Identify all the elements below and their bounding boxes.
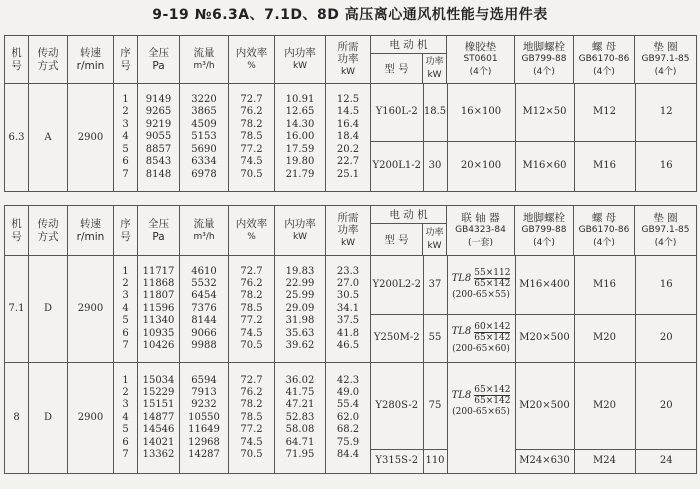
- header-model-no: 机 号: [5, 206, 29, 256]
- flow-list: 3220 3865 4509 5153 5690 6334 6978: [180, 84, 229, 192]
- motor-model-cell: Y200L1-2: [371, 141, 423, 191]
- header-efficiency: 内效率 %: [229, 36, 275, 84]
- header-drive: 传动 方式: [29, 36, 68, 84]
- header-required-power: 所需 功率 kW: [326, 36, 371, 84]
- table-fan-7-1-and-8: [4, 205, 697, 474]
- seq-list: 1 2 3 4 5 6 7: [114, 84, 138, 192]
- header-motor-power: 功率 kW: [423, 224, 447, 256]
- header-seq: 序 号: [114, 206, 138, 256]
- header-speed: 转速 r/min: [68, 36, 114, 84]
- drive-type: D: [29, 363, 68, 474]
- required-power-list: 42.3 49.0 55.4 62.0 68.2 75.9 84.4: [326, 363, 371, 474]
- header-flow: 流量 m³/h: [180, 206, 229, 256]
- motor-power-cell: 37: [423, 256, 447, 314]
- anchor-bolt-cell: M16×400: [515, 256, 574, 314]
- header-washer: 垫 圈 GB97.1-85 (4个): [635, 36, 697, 84]
- washer-cell: 16: [635, 256, 697, 314]
- motor-model-cell: Y315S-2: [371, 449, 423, 473]
- header-rubber-pad: 橡胶垫 ST0601 (4个): [447, 36, 515, 84]
- motor-power-cell: 30: [423, 141, 447, 191]
- fan-no: 8: [5, 363, 29, 474]
- drive-type: D: [29, 256, 68, 363]
- header-efficiency: 内效率 %: [229, 206, 275, 256]
- motor-power-cell: 110: [423, 449, 447, 473]
- motor-model-cell: Y200L2-2: [371, 256, 423, 314]
- speed-value: 2900: [68, 84, 114, 192]
- anchor-bolt-cell: M20×500: [515, 363, 574, 449]
- washer-cell: 16: [659, 160, 673, 172]
- header-washer: 垫 圈 GB97.1-85 (4个): [635, 206, 697, 256]
- required-power-list: 12.5 14.5 16.4 18.4 20.2 22.7 25.1: [326, 84, 371, 192]
- fan-no: 6.3: [5, 84, 29, 192]
- header-pressure: 全压 Pa: [138, 36, 180, 84]
- motor-power-cell: 75: [423, 363, 447, 449]
- seq-list: 1 2 3 4 5 6 7: [114, 256, 138, 363]
- pressure-list: 9149 9265 9219 9055 8857 8543 8148: [138, 84, 180, 192]
- power-list: 10.91 12.65 14.30 16.00 17.59 19.80 21.79: [275, 84, 326, 192]
- flow-list: 6594 7913 9232 10550 11649 12968 14287: [180, 363, 229, 474]
- parts-block: [371, 363, 697, 474]
- motor-model-cell: Y250M-2: [371, 314, 423, 362]
- header-motor-model: 型 号: [371, 224, 423, 256]
- pressure-list: 15034 15229 15151 14877 14546 14021 13362: [138, 363, 180, 474]
- coupling-cell: TL8 $\frac{60\times 142}{65\times 142}$ (200-65×60): [447, 314, 515, 362]
- header-seq: 序 号: [114, 36, 138, 84]
- header-pressure: 全压 Pa: [138, 206, 180, 256]
- required-power-list: 23.3 27.0 30.5 34.1 37.5 41.8 46.5: [326, 256, 371, 363]
- speed-value: 2900: [68, 256, 114, 363]
- header-motor-model: 型 号: [371, 54, 423, 84]
- parts-subtable: [371, 256, 697, 362]
- power-list: 19.83 22.99 25.99 29.09 31.98 35.63 39.62: [275, 256, 326, 363]
- header-flow: 流量 m³/h: [180, 36, 229, 84]
- nut-cell: M16: [574, 256, 635, 314]
- coupling-cell: TL8 $\frac{55\times 112}{65\times 142}$ (200-65×55): [447, 256, 515, 314]
- washer-cell: 20: [659, 399, 673, 411]
- table-gap: [4, 193, 696, 205]
- nut-cell: M12: [574, 84, 635, 141]
- rubber-pad-cell: 16×100: [447, 84, 515, 141]
- header-coupling: 联 轴 器 GB4323-84 (一套): [447, 206, 515, 256]
- header-motor: 电 动 机: [371, 36, 447, 54]
- motor-power-cell: 55: [423, 314, 447, 362]
- parts-block: [371, 84, 697, 192]
- header-drive: 传动 方式: [29, 206, 68, 256]
- speed-value: 2900: [68, 363, 114, 474]
- header-anchor-bolt: 地脚螺栓 GB799-88 (4个): [515, 36, 574, 84]
- nut-cell: M16: [574, 141, 635, 191]
- parts-subtable: [371, 363, 697, 473]
- seq-list: 1 2 3 4 5 6 7: [114, 363, 138, 474]
- pressure-list: 11717 11868 11807 11596 11340 10935 10426: [138, 256, 180, 363]
- drive-type: A: [29, 84, 68, 192]
- washer-cell: 24: [635, 449, 697, 473]
- nut-cell: M20: [574, 363, 635, 449]
- washer-cell: 12: [635, 84, 697, 141]
- anchor-bolt-cell: M20×500: [515, 314, 574, 362]
- coupling-cell: TL8 $\frac{65\times 142}{65\times 142}$ (200-65×65): [447, 363, 515, 473]
- header-motor: 电 动 机: [371, 206, 447, 224]
- table-row: [5, 256, 697, 363]
- motor-model-cell: Y160L-2: [371, 84, 423, 141]
- header-power: 内功率 kW: [275, 206, 326, 256]
- parts-block: [371, 256, 697, 363]
- table-row: [5, 84, 697, 192]
- efficiency-list: 72.7 76.2 78.2 78.5 77.2 74.5 70.5: [229, 84, 275, 192]
- motor-model-cell: Y280S-2: [371, 363, 423, 449]
- fan-no: 7.1: [5, 256, 29, 363]
- header-model-no: 机 号: [5, 36, 29, 84]
- power-list: 36.02 41.75 47.21 52.83 58.08 64.71 71.95: [275, 363, 326, 474]
- rubber-pad-cell: 20×100: [447, 141, 515, 191]
- anchor-bolt-cell: M16×60: [515, 141, 574, 191]
- nut-cell: M24: [574, 449, 635, 473]
- header-anchor-bolt: 地脚螺栓 GB799-88 (4个): [515, 206, 574, 256]
- header-required-power: 所需 功率 kW: [326, 206, 371, 256]
- efficiency-list: 72.7 76.2 78.2 78.5 77.2 74.5 70.5: [229, 363, 275, 474]
- anchor-bolt-cell: M24×630: [515, 449, 574, 473]
- nut-cell: M20: [574, 314, 635, 362]
- header-speed: 转速 r/min: [68, 206, 114, 256]
- motor-power-cell: 18.5: [423, 84, 447, 141]
- header-motor-power: 功率 kW: [423, 54, 447, 84]
- table-fan-6-3: [4, 35, 697, 192]
- page-title: 9-19 №6.3A、7.1D、8D 高压离心通风机性能与选用件表: [152, 7, 548, 23]
- header-power: 内功率 kW: [275, 36, 326, 84]
- header-nut: 螺 母 GB6170-86 (4个): [574, 36, 635, 84]
- table-row: [5, 363, 697, 474]
- parts-subtable: [371, 84, 697, 191]
- header-nut: 螺 母 GB6170-86 (4个): [574, 206, 635, 256]
- efficiency-list: 72.7 76.2 78.2 78.5 77.2 74.5 70.5: [229, 256, 275, 363]
- flow-list: 4610 5532 6454 7376 8144 9066 9988: [180, 256, 229, 363]
- anchor-bolt-cell: M12×50: [515, 84, 574, 141]
- washer-cell: 20: [659, 332, 673, 344]
